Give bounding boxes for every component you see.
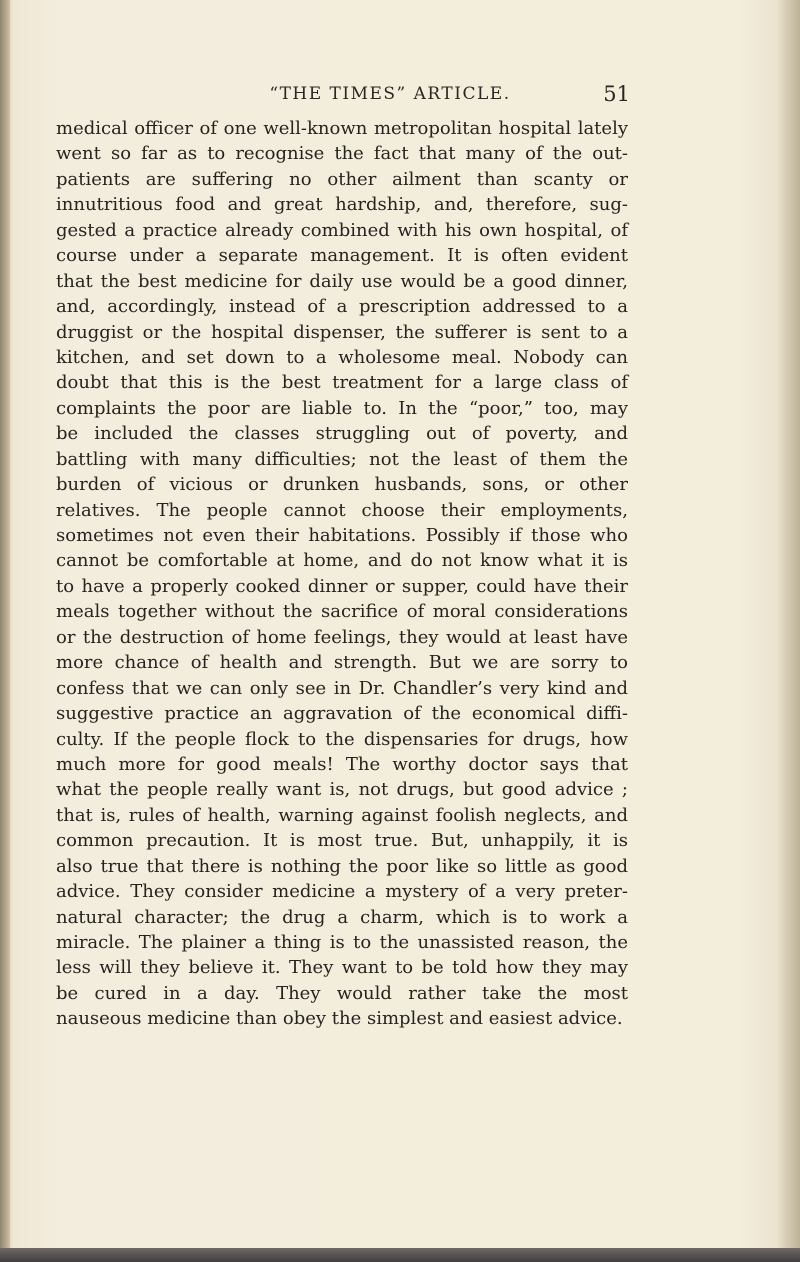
text-line: course under a separate management. It is often evident (56, 245, 628, 267)
page-number: 51 (603, 82, 630, 106)
text-line: less will they believe it. They want to be told how they may (56, 957, 628, 979)
text-line: advice. They consider medicine a mystery of a very preter- (56, 881, 628, 903)
text-line: sometimes not even their habitations. Possibly if those who (56, 525, 628, 546)
page-edge-shadow (776, 0, 800, 1262)
text-line: be included the classes struggling out of poverty, and (56, 423, 628, 445)
text-line: nauseous medicine than obey the simplest and easiest advice. (56, 1008, 623, 1030)
text-line: culty. If the people flock to the dispensaries for drugs, how (56, 728, 628, 750)
text-line: to have a properly cooked dinner or supper, could have their (56, 575, 628, 597)
running-header (200, 84, 630, 114)
text-line: doubt that this is the best treatment for a large class of (56, 372, 628, 394)
text-line: that is, rules of health, warning against foolish neglects, and (56, 804, 628, 826)
text-line: relatives. The people cannot choose their employments, (56, 499, 628, 521)
text-line: druggist or the hospital dispenser, the sufferer is sent to a (56, 321, 628, 343)
text-line: more chance of health and strength. But we are sorry to (56, 652, 628, 674)
text-line: complaints the poor are liable to. In the “poor,” too, may (56, 397, 628, 419)
text-line: and, accordingly, instead of a prescription addressed to a (56, 296, 628, 318)
text-line: what the people really want is, not drugs, but good advice ; (56, 779, 628, 801)
text-line: suggestive practice an aggravation of the economical diffi- (56, 703, 628, 725)
page-gutter-shadow (0, 0, 10, 1262)
text-line: kitchen, and set down to a wholesome meal. Nobody can (56, 346, 628, 368)
text-line: battling with many difficulties; not the least of them the (56, 448, 628, 470)
text-line: common precaution. It is most true. But, unhappily, it is (56, 830, 628, 852)
text-line: be cured in a day. They would rather take the most (56, 982, 628, 1004)
running-title: “THE TIMES” ARTICLE. (269, 84, 511, 104)
text-line: natural character; the drug a charm, which is to work a (56, 906, 628, 928)
text-line: or the destruction of home feelings, they would at least have (56, 626, 628, 648)
text-line: much more for good meals! The worthy doctor says that (56, 753, 628, 775)
text-line: meals together without the sacrifice of moral considerations (56, 601, 628, 623)
text-line: burden of vicious or drunken husbands, sons, or other (56, 474, 628, 496)
body-text (56, 116, 628, 1032)
text-line: cannot be comfortable at home, and do not know what it is (56, 550, 628, 572)
text-line: confess that we can only see in Dr. Chandler’s very kind and (56, 677, 628, 699)
text-line: gested a practice already combined with his own hospital, of (56, 219, 628, 241)
text-line: that the best medicine for daily use would be a good dinner, (56, 270, 628, 292)
scan-bottom-edge (0, 1248, 800, 1262)
text-line: medical officer of one well-known metropolitan hospital lately (56, 118, 628, 139)
text-line: miracle. The plainer a thing is to the unassisted reason, the (56, 932, 628, 953)
text-line: went so far as to recognise the fact that many of the out- (56, 143, 628, 165)
text-line: also true that there is nothing the poor like so little as good (56, 855, 628, 877)
text-line: innutritious food and great hardship, and, therefore, sug- (56, 194, 628, 216)
text-line: patients are suffering no other ailment than scanty or (56, 168, 628, 190)
